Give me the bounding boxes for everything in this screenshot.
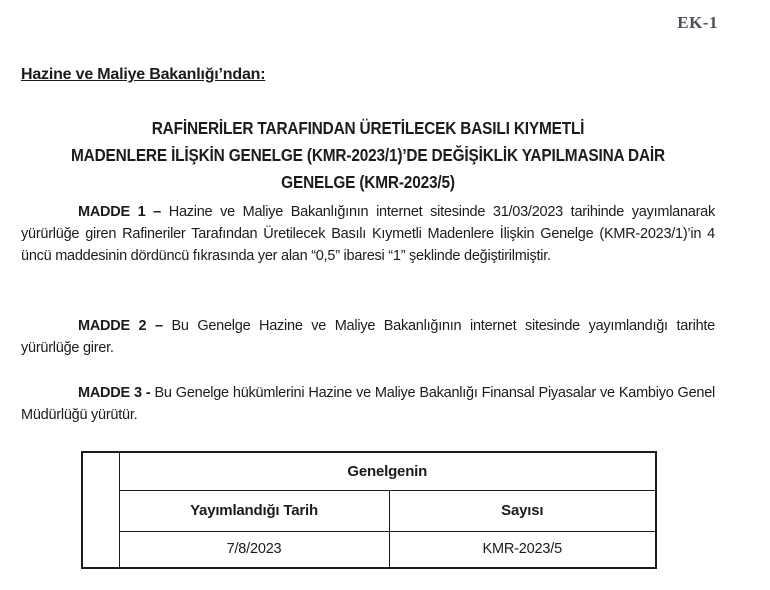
article-1-label: MADDE 1 – (78, 204, 161, 220)
article-1-text: Hazine ve Maliye Bakanlığının internet sitesinde 31/03/2023 tarihinde yayımlanarak yürürlüğe giren Rafineriler Tarafından Üretilecek Basılı Kıymetli Madenlere İlişkin Genelge (KMR-2023/1)’in 4 üncü maddesinin dördüncü fıkrasında yer alan “0,5” ibaresi “1” şeklinde değiştirilmiştir. (21, 204, 715, 264)
article-3-label: MADDE 3 - (78, 385, 151, 401)
annex-label: EK-1 (677, 13, 718, 32)
table-header-row (82, 490, 656, 531)
title-line-2: MADENLERE İLİŞKİN GENELGE (KMR-2023/1)’DE DEĞİŞİKLİK YAPILMASINA DAİR (71, 145, 665, 165)
table-empty-side-cell (82, 452, 119, 568)
column-header-date: Yayımlandığı Tarih (119, 490, 389, 531)
value-number: KMR-2023/5 (389, 531, 656, 568)
article-3 (21, 383, 715, 427)
column-header-number: Sayısı (389, 490, 656, 531)
article-2 (21, 316, 715, 360)
table-title-cell: Genelgenin (119, 452, 656, 490)
table-title-row (82, 452, 656, 490)
circular-title (63, 115, 674, 196)
table-values-row (82, 531, 656, 568)
article-3-text: Bu Genelge hükümlerini Hazine ve Maliye Bakanlığı Finansal Piyasalar ve Kambiyo Genel Müdürlüğü yürütür. (21, 385, 716, 423)
article-1 (21, 202, 715, 267)
article-2-text: Bu Genelge Hazine ve Maliye Bakanlığının internet sitesinde yayımlandığı tarihte yürürlüğe girer. (21, 318, 715, 356)
title-line-3: GENELGE (KMR-2023/5) (281, 172, 455, 192)
value-date: 7/8/2023 (119, 531, 389, 568)
genelge-table (81, 451, 657, 569)
title-line-1: RAFİNERİLER TARAFINDAN ÜRETİLECEK BASILI KIYMETLİ (151, 118, 585, 138)
ministry-heading: Hazine ve Maliye Bakanlığı’ndan: (21, 66, 266, 83)
article-2-label: MADDE 2 – (78, 318, 163, 334)
